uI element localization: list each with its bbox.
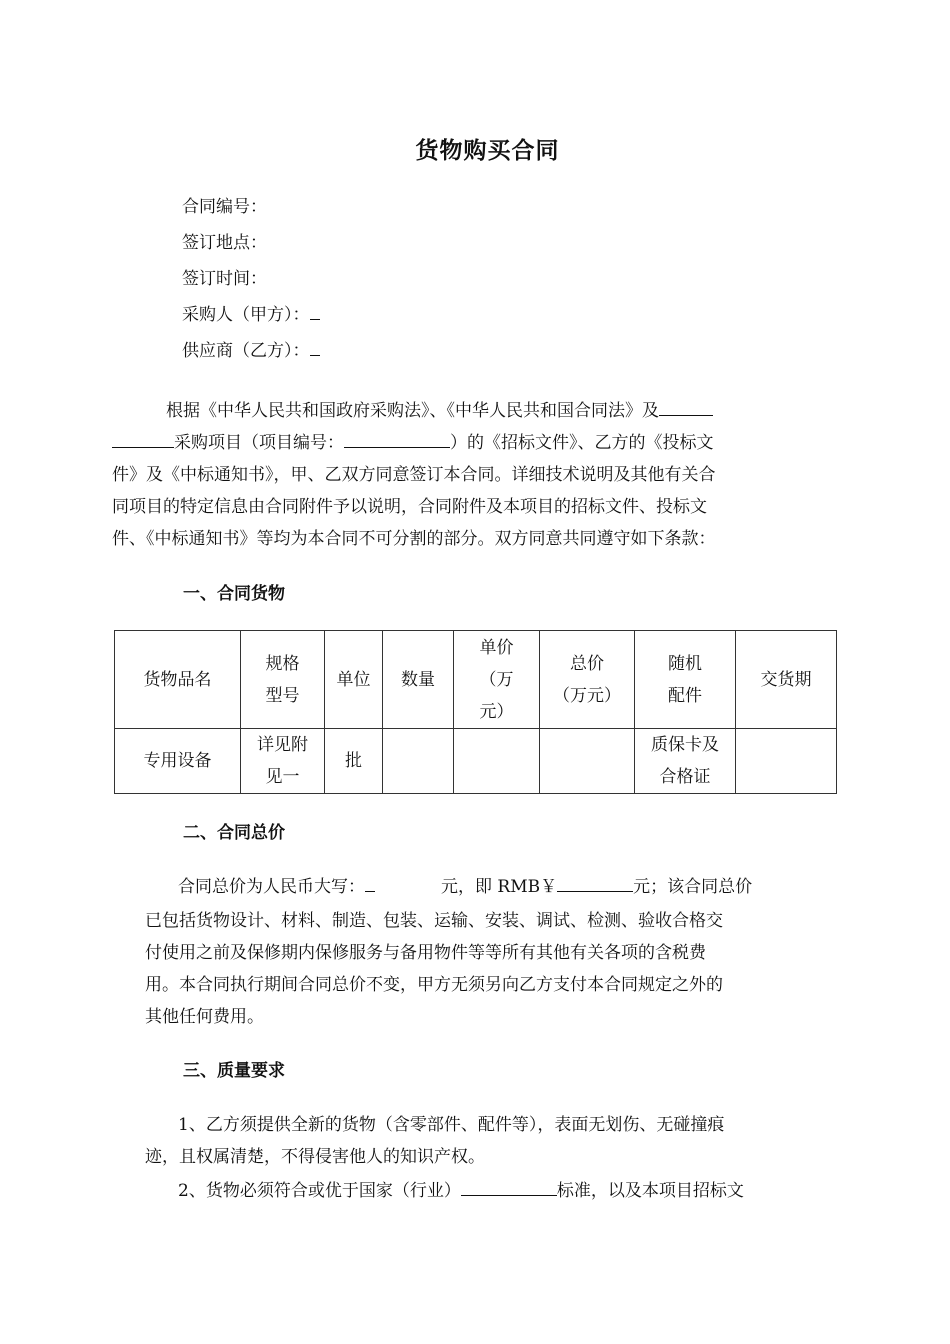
price-line-2: 已包括货物设计、材料、制造、包装、运输、安装、调试、检测、验收合格交	[145, 911, 723, 931]
header-cell	[635, 631, 736, 729]
header-total-line: （万元）	[553, 685, 621, 706]
intro-line-4: 同项目的特定信息由合同附件予以说明，合同附件及本项目的招标文件、投标文	[112, 497, 707, 517]
section-heading-price: 二、合同总价	[183, 823, 285, 843]
price-text: 元；该合同总价	[633, 877, 753, 897]
section-heading-goods: 一、合同货物	[183, 584, 285, 604]
header-cell	[241, 631, 325, 729]
header-cell	[115, 631, 241, 729]
intro-line-2	[112, 428, 714, 453]
header-total-line: 总价	[570, 653, 604, 674]
cell-goods-name: 专用设备	[115, 729, 241, 794]
header-spec-line: 型号	[265, 685, 300, 706]
cell-delivery	[736, 729, 837, 794]
header-price-line: （万	[479, 669, 514, 690]
intro-text: 采购项目（项目编号：	[174, 433, 344, 453]
project-name-blank-2	[112, 429, 174, 448]
header-unit: 单位	[336, 669, 371, 690]
project-number-blank	[344, 429, 450, 448]
price-text: 元，即 RMB￥	[441, 877, 558, 897]
amount-rmb-blank	[557, 873, 633, 892]
header-spec-line: 规格	[265, 653, 300, 674]
header-quantity: 数量	[401, 669, 435, 690]
intro-line-5: 件、《中标通知书》等均为本合同不可分割的部分。双方同意共同遵守如下条款：	[112, 529, 716, 549]
header-price-line: 单价	[479, 637, 514, 658]
price-text: 合同总价为人民币大写：	[178, 877, 365, 897]
cell-spec	[241, 729, 325, 794]
price-line-5: 其他任何费用。	[145, 1007, 264, 1027]
table-header-row	[115, 631, 837, 729]
price-line-1	[178, 872, 752, 897]
header-delivery: 交货期	[760, 669, 812, 690]
cell-accessories	[635, 729, 736, 794]
contract-number-label: 合同编号：	[182, 197, 267, 217]
buyer-label: 采购人（甲方）：	[182, 305, 310, 325]
buyer-field	[182, 300, 320, 325]
cell-accessories-line: 合格证	[659, 767, 711, 787]
standard-blank	[461, 1177, 557, 1196]
intro-text: ）的《招标文件》、乙方的《投标文	[450, 433, 714, 453]
sign-place-label: 签订地点：	[182, 233, 267, 253]
price-line-4: 用。本合同执行期间合同总价不变，甲方无须另向乙方支付本合同规定之外的	[145, 975, 723, 995]
cell-unit-price	[454, 729, 540, 794]
quality-line-2: 迹，且权属清楚，不得侵害他人的知识产权。	[145, 1147, 485, 1167]
intro-text: 根据《中华人民共和国政府采购法》、《中华人民共和国合同法》及	[166, 401, 659, 421]
cell-spec-line: 见一	[265, 767, 300, 787]
amount-words-blank	[365, 873, 375, 892]
header-cell	[383, 631, 454, 729]
section-heading-quality: 三、质量要求	[183, 1061, 285, 1081]
header-accessories-line: 随机	[668, 653, 702, 674]
sign-time-field	[182, 264, 267, 289]
header-price-line: 元）	[479, 701, 514, 722]
cell-spec-line: 详见附	[257, 735, 308, 755]
header-accessories-line: 配件	[668, 685, 702, 706]
header-goods-name: 货物品名	[143, 669, 212, 690]
quality-line-3	[178, 1176, 744, 1201]
cell-quantity	[383, 729, 454, 794]
document-title: 货物购买合同	[415, 138, 560, 164]
project-name-blank	[659, 397, 713, 416]
header-cell	[454, 631, 540, 729]
cell-total-price	[540, 729, 635, 794]
supplier-label: 供应商（乙方）：	[182, 341, 310, 361]
cell-accessories-line: 质保卡及	[651, 735, 719, 755]
quality-text: 2、货物必须符合或优于国家（行业）	[178, 1181, 461, 1201]
table-row	[115, 729, 837, 794]
buyer-blank	[310, 301, 320, 320]
sign-time-label: 签订时间：	[182, 269, 267, 289]
intro-line-1	[166, 396, 713, 421]
sign-place-field	[182, 228, 267, 253]
header-cell	[540, 631, 635, 729]
price-line-3: 付使用之前及保修期内保修服务与备用物件等等所有其他有关各项的含税费	[145, 943, 706, 963]
cell-unit: 批	[325, 729, 383, 794]
quality-text: 标准，以及本项目招标文	[556, 1181, 744, 1201]
goods-table	[114, 630, 837, 794]
supplier-field	[182, 336, 320, 361]
intro-line-3: 件》及《中标通知书》，甲、乙双方同意签订本合同。详细技术说明及其他有关合	[112, 465, 716, 485]
contract-number-field	[182, 192, 267, 217]
quality-line-1: 1、乙方须提供全新的货物（含零部件、配件等），表面无划伤、无碰撞痕	[178, 1115, 725, 1135]
header-cell	[736, 631, 837, 729]
supplier-blank	[310, 337, 320, 356]
header-cell	[325, 631, 383, 729]
